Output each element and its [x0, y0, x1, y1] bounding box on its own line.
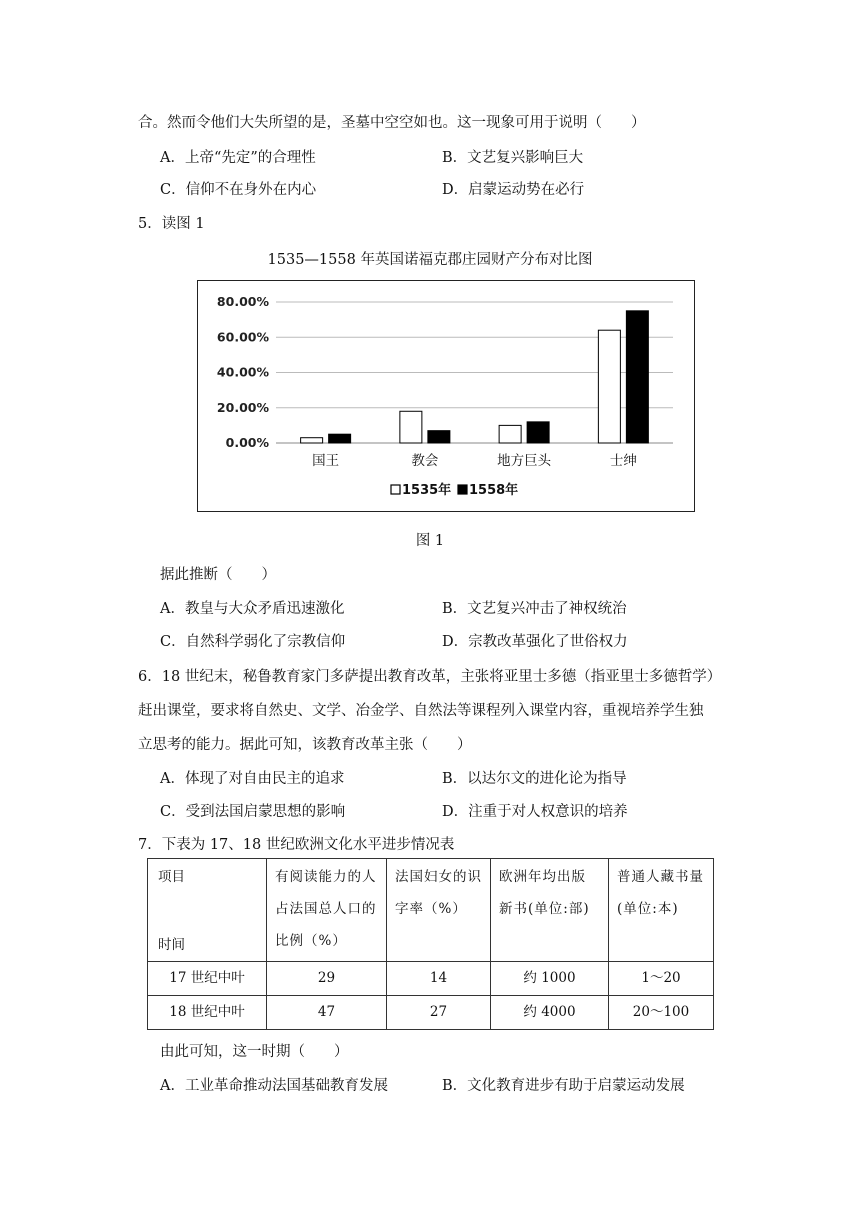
- table-corner-cell: [148, 859, 267, 962]
- y-tick-label: 0.00%: [225, 435, 269, 450]
- x-tick-label: 地方巨头: [497, 453, 552, 469]
- y-tick-label: 40.00%: [216, 364, 269, 380]
- q6-stem-line-1: 6．18 世纪末，秘鲁教育家门多萨提出教育改革，主张将亚里士多德（指亚里士多德哲学）: [138, 669, 722, 685]
- option-text: 宗教改革强化了世俗权力: [468, 634, 628, 650]
- option-text: 受到法国启蒙思想的影响: [185, 804, 346, 820]
- legend-swatch: [391, 485, 400, 494]
- legend-label: 1535年: [402, 483, 452, 498]
- q7-prompt: 由此可知，这一时期（ ）: [160, 1044, 349, 1060]
- q6-option-d: [442, 800, 628, 821]
- table-cell: 29: [267, 962, 387, 996]
- table-header-row: [148, 859, 714, 962]
- q5-option-c: [160, 630, 345, 651]
- q5-prompt: 据此推断（ ）: [160, 567, 276, 583]
- option-letter: C．: [160, 182, 186, 198]
- x-tick-label: 士绅: [609, 453, 637, 469]
- option-letter: C．: [160, 804, 186, 820]
- option-letter: B．: [442, 150, 468, 166]
- bar: [527, 422, 549, 443]
- table-cell: 20～100: [609, 996, 714, 1030]
- y-tick-label: 60.00%: [216, 329, 269, 345]
- q5-option-b: [442, 597, 627, 618]
- option-text: 上帝“先定”的合理性: [184, 150, 316, 166]
- table-corner-top: 项目: [158, 869, 185, 885]
- table-header: 欧洲年均出版新书(单位:部): [491, 859, 609, 962]
- table-cell: 27: [387, 996, 491, 1030]
- legend-swatch: [458, 485, 467, 494]
- table-cell: 1～20: [609, 962, 714, 996]
- option-letter: D．: [442, 804, 469, 820]
- option-letter: B．: [442, 771, 468, 787]
- option-text: 工业革命推动法国基础教育发展: [184, 1078, 388, 1094]
- q6-stem-line-2: 赶出课堂，要求将自然史、文学、冶金学、自然法等课程列入课堂内容，重视培养学生独: [138, 703, 704, 719]
- table-row-label: 17 世纪中叶: [148, 962, 267, 996]
- q6-option-c: [160, 800, 345, 821]
- table-cell: 47: [267, 996, 387, 1030]
- bar: [428, 431, 450, 443]
- data-table: [147, 858, 714, 1030]
- table-header: 有阅读能力的人占法国总人口的比例（%）: [267, 859, 387, 962]
- figure-caption: 图 1: [415, 533, 445, 549]
- option-letter: A．: [160, 771, 185, 787]
- option-text: 启蒙运动势在必行: [468, 182, 585, 198]
- table-header: 法国妇女的识字率（%）: [387, 859, 491, 962]
- q4-option-c: [160, 178, 316, 199]
- q4-option-a: [160, 146, 316, 167]
- option-text: 教皇与大众矛盾迅速激化: [184, 601, 345, 617]
- option-text: 以达尔文的进化论为指导: [467, 771, 627, 787]
- q4-option-b: [442, 146, 583, 167]
- option-text: 自然科学弱化了宗教信仰: [185, 634, 346, 650]
- chart-frame: [197, 280, 695, 512]
- option-letter: D．: [442, 634, 469, 650]
- q6-option-b: [442, 767, 627, 788]
- option-letter: C．: [160, 634, 186, 650]
- bar-chart: [198, 281, 693, 510]
- table-corner-bottom: 时间: [158, 937, 185, 953]
- option-text: 文艺复兴冲击了神权统治: [467, 601, 627, 617]
- option-text: 注重于对人权意识的培养: [468, 804, 628, 820]
- chart-title: 1535—1558 年英国诺福克郡庄园财产分布对比图: [267, 252, 593, 268]
- q5-option-d: [442, 630, 628, 651]
- q4-option-d: [442, 178, 584, 199]
- bar: [329, 434, 351, 443]
- table-cell: 约 1000: [491, 962, 609, 996]
- q5-stem: 5．读图 1: [138, 216, 205, 232]
- y-tick-label: 20.00%: [216, 399, 269, 415]
- y-tick-label: 80.00%: [216, 294, 269, 309]
- bar: [499, 425, 521, 443]
- option-text: 文艺复兴影响巨大: [467, 150, 584, 166]
- x-tick-label: 国王: [312, 453, 340, 469]
- option-letter: B．: [442, 1078, 468, 1094]
- option-letter: A．: [160, 601, 185, 617]
- table-header: 普通人藏书量(单位:本): [609, 859, 714, 962]
- option-text: 体现了对自由民主的追求: [184, 771, 345, 787]
- bar: [598, 330, 620, 443]
- bar: [301, 438, 323, 443]
- table-cell: 14: [387, 962, 491, 996]
- table-cell: 约 4000: [491, 996, 609, 1030]
- legend-label: 1558年: [469, 483, 519, 498]
- option-text: 文化教育进步有助于启蒙运动发展: [467, 1078, 685, 1094]
- q7-option-a: [160, 1074, 388, 1095]
- bar: [400, 411, 422, 443]
- option-letter: A．: [160, 150, 185, 166]
- option-letter: B．: [442, 601, 468, 617]
- q4-stem-tail: 合。然而令他们大失所望的是，圣墓中空空如也。这一现象可用于说明（ ）: [138, 115, 646, 131]
- bar: [626, 311, 648, 443]
- option-text: 信仰不在身外在内心: [185, 182, 317, 198]
- q6-option-a: [160, 767, 344, 788]
- table-row: [148, 996, 714, 1030]
- option-letter: A．: [160, 1078, 185, 1094]
- q7-option-b: [442, 1074, 685, 1095]
- x-tick-label: 教会: [411, 453, 439, 469]
- table-row-label: 18 世纪中叶: [148, 996, 267, 1030]
- option-letter: D．: [442, 182, 469, 198]
- q6-stem-line-3: 立思考的能力。据此可知，该教育改革主张（ ）: [138, 737, 472, 753]
- q7-stem: 7．下表为 17、18 世纪欧洲文化水平进步情况表: [138, 837, 455, 853]
- table-row: [148, 962, 714, 996]
- q5-option-a: [160, 597, 344, 618]
